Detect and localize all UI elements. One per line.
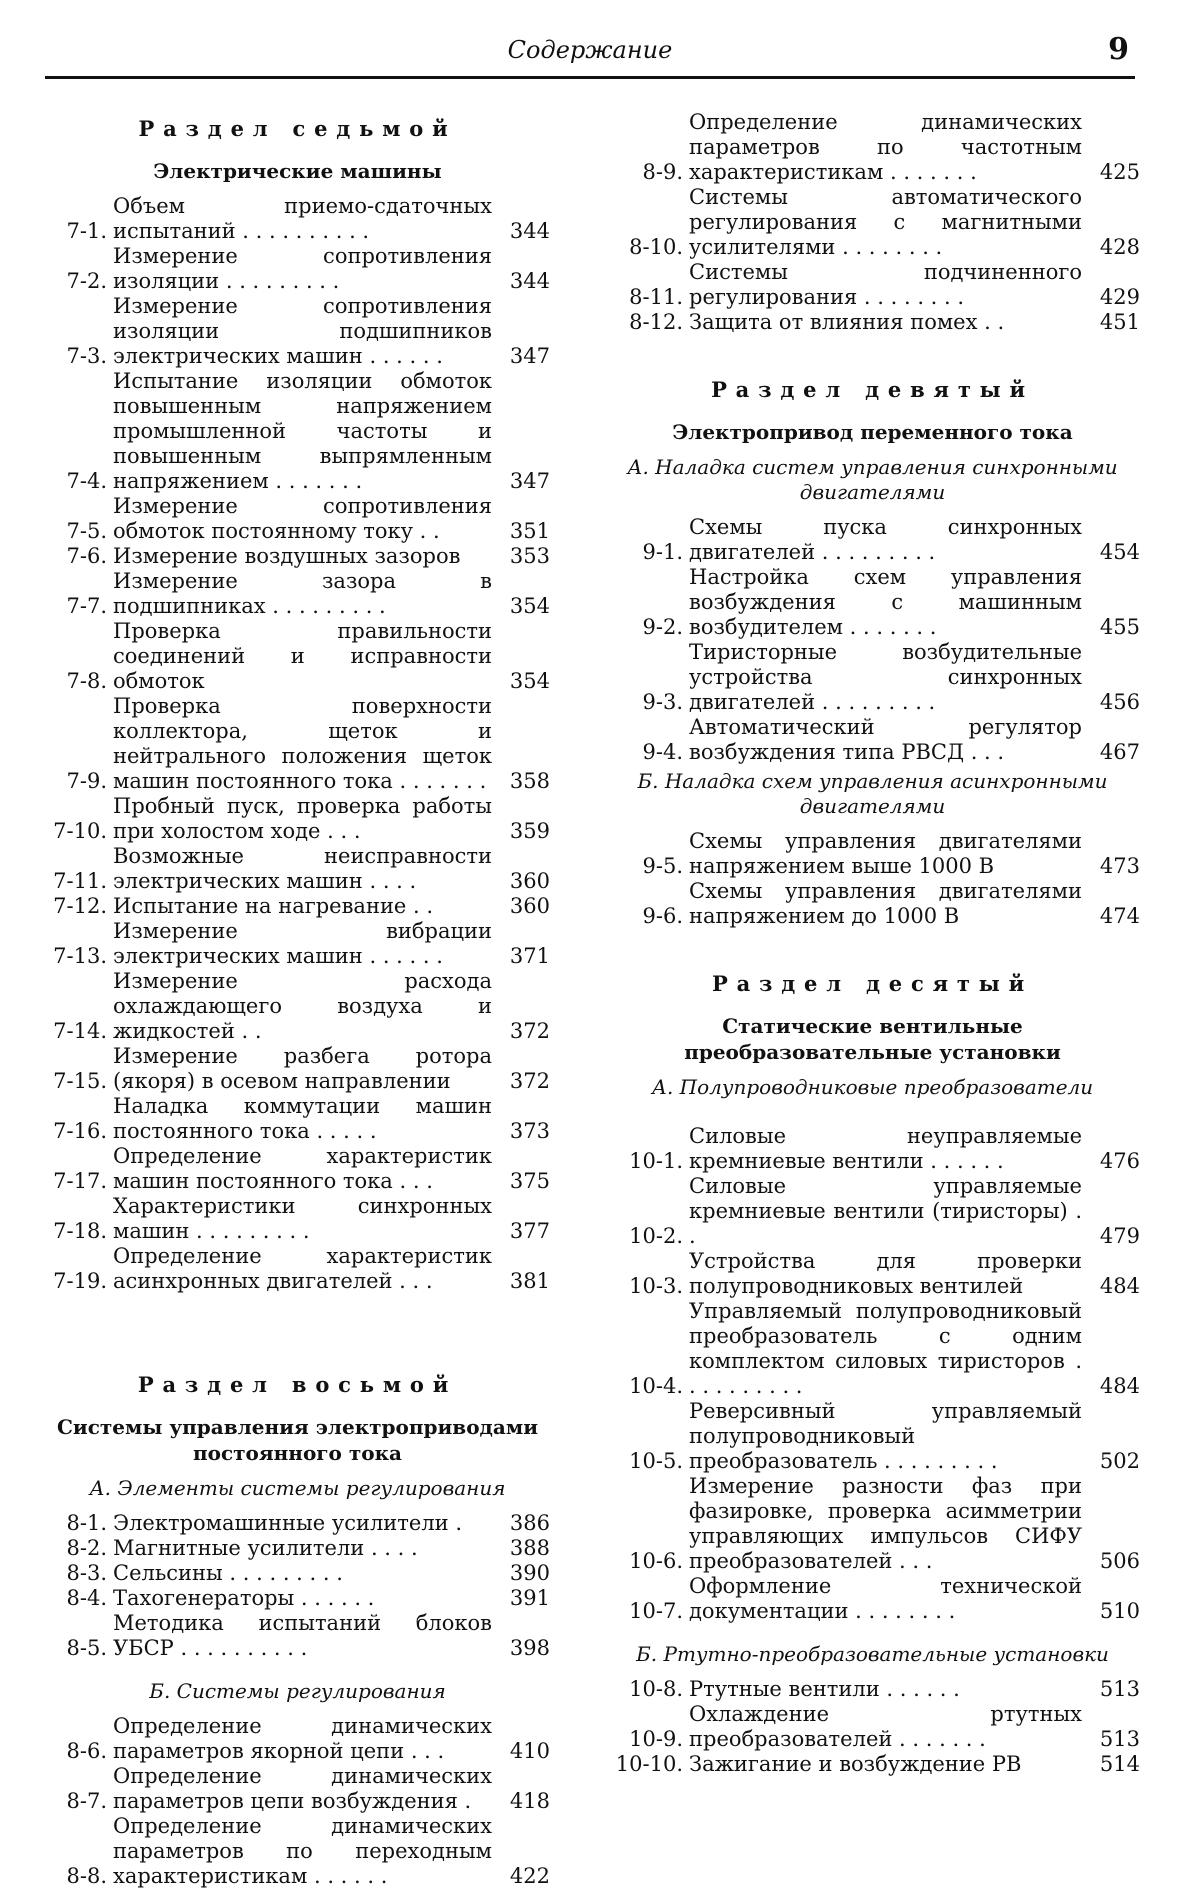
toc-entry-title: Измерение сопротивления изоляции подшипников электрических машин . . . . . .	[113, 294, 492, 368]
toc-entry-title: Тахогенераторы . . . . . .	[113, 1586, 375, 1610]
toc-entry-page: 429	[1099, 285, 1140, 309]
toc-entry-title: Системы подчиненного регулирования . . . . . . . .	[689, 260, 1082, 309]
toc-entry-page: 513	[1099, 1677, 1140, 1701]
toc-entry-title: Проверка поверхности коллектора, щеток и нейтрального положения щеток машин постоянного тока . . . . . . .	[113, 694, 492, 793]
toc-entry-title: Определение динамических параметров якорной цепи . . .	[113, 1714, 492, 1763]
toc-entry	[45, 894, 550, 919]
toc-entry-page: 422	[509, 1864, 550, 1888]
toc-entry	[605, 1752, 1140, 1777]
toc-entry	[605, 1677, 1140, 1702]
toc-entry-number: 7-18.	[53, 1219, 107, 1243]
toc-entry-number: 7-8.	[66, 669, 107, 693]
toc-entry-number: 8-4.	[66, 1586, 107, 1610]
toc-entry-number: 7-6.	[66, 544, 107, 568]
toc-entry	[605, 1702, 1140, 1752]
toc-entry-number: 7-3.	[66, 344, 107, 368]
toc-entry-number: 7-10.	[53, 819, 107, 843]
section-9-entries-a	[605, 515, 1140, 765]
toc-entry	[605, 515, 1140, 565]
toc-entry-page: 418	[509, 1789, 550, 1813]
toc-entry-title: Наладка коммутации машин постоянного тока . . . . .	[113, 1094, 492, 1143]
toc-entry-page: 372	[509, 1019, 550, 1043]
toc-entry	[605, 715, 1140, 765]
toc-entry-title: Схемы управления двигателями напряжением выше 1000 В	[689, 829, 1082, 878]
toc-entry-title: Тиристорные возбудительные устройства синхронных двигателей . . . . . . . . .	[689, 640, 1082, 714]
toc-entry-page: 377	[509, 1219, 550, 1243]
toc-entry	[605, 110, 1140, 185]
toc-entry	[45, 494, 550, 544]
toc-entry-page: 353	[509, 544, 550, 568]
toc-entry-title: Измерение сопротивления изоляции . . . . . . . . .	[113, 244, 492, 293]
toc-entry-number: 9-6.	[642, 904, 683, 928]
toc-entry-page: 344	[509, 219, 550, 243]
toc-entry-title: Охлаждение ртутных преобразователей . . . . . . .	[689, 1702, 1082, 1751]
toc-entry-page: 510	[1099, 1599, 1140, 1623]
section-7-entries	[45, 194, 550, 1294]
toc-entry-number: 10-8.	[629, 1677, 683, 1701]
toc-entry-page: 386	[509, 1511, 550, 1535]
toc-entry	[45, 919, 550, 969]
toc-entry-title: Определение характеристик машин постоянного тока . . .	[113, 1144, 492, 1193]
section-9-title: Электропривод переменного тока	[672, 420, 1073, 444]
toc-entry	[45, 619, 550, 694]
toc-entry	[605, 1399, 1140, 1474]
toc-entry-title: Настройка схем управления возбуждения с машинным возбудителем . . . . . . .	[689, 565, 1082, 639]
toc-entry	[45, 1144, 550, 1194]
toc-entry-title: Схемы управления двигателями напряжением до 1000 В	[689, 879, 1082, 928]
toc-entry-number: 10-4.	[629, 1374, 683, 1398]
section-7-label: Раздел седьмой	[138, 116, 457, 141]
toc-entry-page: 372	[509, 1069, 550, 1093]
toc-entry	[45, 1611, 550, 1661]
toc-entry-title: Зажигание и возбуждение РВ	[689, 1752, 1022, 1776]
toc-entry	[45, 569, 550, 619]
toc-entry-title: Измерение воздушных зазоров	[113, 544, 461, 568]
toc-entry-title: Испытание на нагревание . .	[113, 894, 434, 918]
toc-entry	[45, 694, 550, 794]
toc-entry-title: Электромашинные усилители .	[113, 1511, 463, 1535]
toc-entry-number: 10-7.	[629, 1599, 683, 1623]
toc-entry-number: 9-2.	[642, 615, 683, 639]
toc-entry-number: 8-9.	[642, 160, 683, 184]
toc-entry-title: Системы автоматического регулирования с магнитными усилителями . . . . . . . .	[689, 185, 1082, 259]
toc-entry	[45, 1094, 550, 1144]
toc-entry	[45, 544, 550, 569]
toc-entry-page: 398	[509, 1636, 550, 1660]
toc-entry-title: Оформление технической документации . . . . . . . .	[689, 1574, 1082, 1623]
toc-entry-page: 451	[1099, 310, 1140, 334]
toc-entry-title: Определение динамических параметров по частотным характеристикам . . . . . . .	[689, 110, 1082, 184]
toc-entry-page: 410	[509, 1739, 550, 1763]
toc-entry-number: 8-6.	[66, 1739, 107, 1763]
toc-entry	[605, 1249, 1140, 1299]
toc-entry-page: 502	[1099, 1449, 1140, 1473]
toc-entry-page: 479	[1099, 1224, 1140, 1248]
toc-entry-number: 10-1.	[629, 1149, 683, 1173]
toc-entry-number: 7-15.	[53, 1069, 107, 1093]
toc-entry-page: 476	[1099, 1149, 1140, 1173]
section-9-subtitle-a: А. Наладка систем управления синхронными двигателями	[627, 455, 1118, 504]
toc-entry	[45, 1814, 550, 1889]
toc-entry-number: 7-5.	[66, 519, 107, 543]
toc-entry	[605, 829, 1140, 879]
toc-entry	[605, 879, 1140, 929]
toc-entry-number: 7-12.	[53, 894, 107, 918]
toc-entry	[45, 969, 550, 1044]
toc-entry-number: 7-13.	[53, 944, 107, 968]
toc-entry	[605, 1174, 1140, 1249]
toc-entry-number: 8-12.	[629, 310, 683, 334]
toc-entry-number: 7-11.	[53, 869, 107, 893]
toc-entry-number: 8-2.	[66, 1536, 107, 1560]
section-9-entries-b	[605, 829, 1140, 929]
toc-entry-page: 351	[509, 519, 550, 543]
toc-entry-title: Силовые управляемые кремниевые вентили (тиристоры) . .	[689, 1174, 1082, 1248]
toc-entry-page: 513	[1099, 1727, 1140, 1751]
section-10-entries-a	[605, 1124, 1140, 1624]
section-8-subtitle-b: Б. Системы регулирования	[149, 1679, 446, 1703]
toc-entry	[45, 369, 550, 494]
section-9-label: Раздел девятый	[711, 377, 1034, 402]
toc-entry-number: 8-11.	[629, 285, 683, 309]
toc-entry-page: 375	[509, 1169, 550, 1193]
toc-entry	[45, 1714, 550, 1764]
toc-entry-number: 9-1.	[642, 540, 683, 564]
toc-entry-page: 390	[509, 1561, 550, 1585]
toc-entry-number: 7-14.	[53, 1019, 107, 1043]
toc-entry-page: 467	[1099, 740, 1140, 764]
toc-entry	[45, 1194, 550, 1244]
section-8-subtitle-a: А. Элементы системы регулирования	[89, 1476, 506, 1500]
toc-entry-title: Измерение разности фаз при фазировке, проверка асимметрии управляющих импульсов СИФУ преобразователей . . .	[689, 1474, 1082, 1573]
toc-entry	[45, 1511, 550, 1536]
toc-entry-number: 8-7.	[66, 1789, 107, 1813]
toc-entry	[45, 1561, 550, 1586]
toc-entry-number: 8-5.	[66, 1636, 107, 1660]
toc-entry-number: 7-2.	[66, 269, 107, 293]
toc-entry-page: 360	[509, 894, 550, 918]
toc-entry-page: 456	[1099, 690, 1140, 714]
toc-entry-number: 7-4.	[66, 469, 107, 493]
toc-entry	[605, 1124, 1140, 1174]
toc-entry-title: Измерение зазора в подшипниках . . . . . . . . .	[113, 569, 492, 618]
toc-entry	[45, 1044, 550, 1094]
toc-entry-title: Измерение вибрации электрических машин . . . . . .	[113, 919, 492, 968]
toc-entry-title: Испытание изоляции обмоток повышенным напряжением промышленной частоты и повышенным выпрямленным напряжением . . . . . . .	[113, 369, 492, 493]
toc-entry-number: 8-3.	[66, 1561, 107, 1585]
toc-entry	[605, 565, 1140, 640]
toc-entry-number: 7-19.	[53, 1269, 107, 1293]
toc-entry	[605, 1299, 1140, 1399]
toc-entry-number: 7-1.	[66, 219, 107, 243]
toc-entry-number: 10-3.	[629, 1274, 683, 1298]
toc-entry-title: Устройства для проверки полупроводниковых вентилей	[689, 1249, 1082, 1298]
toc-entry-number: 7-17.	[53, 1169, 107, 1193]
toc-entry	[45, 1536, 550, 1561]
toc-entry-number: 8-1.	[66, 1511, 107, 1535]
toc-entry-title: Схемы пуска синхронных двигателей . . . . . . . . .	[689, 515, 1082, 564]
toc-entry-number: 8-10.	[629, 235, 683, 259]
toc-entry-page: 373	[509, 1119, 550, 1143]
section-8-entries-a	[45, 1511, 550, 1661]
section-10-entries-b	[605, 1677, 1140, 1777]
toc-entry-page: 514	[1099, 1752, 1140, 1776]
toc-entry	[605, 1474, 1140, 1574]
section-8-label: Раздел восьмой	[137, 1372, 458, 1397]
toc-entry-page: 484	[1099, 1374, 1140, 1398]
toc-entry-title: Управляемый полупроводниковый преобразователь с одним комплектом силовых тиристоров . . . . . . . . . .	[689, 1299, 1082, 1398]
section-10-subtitle-b: Б. Ртутно-преобразовательные установки	[636, 1642, 1109, 1666]
toc-entry-number: 9-5.	[642, 854, 683, 878]
toc-entry-page: 354	[509, 594, 550, 618]
toc-entry-number: 7-9.	[66, 769, 107, 793]
toc-entry-page: 391	[509, 1586, 550, 1610]
toc-entry	[605, 640, 1140, 715]
toc-entry-page: 371	[509, 944, 550, 968]
right-column	[605, 110, 1140, 1777]
toc-entry	[605, 260, 1140, 310]
toc-entry-number: 9-3.	[642, 690, 683, 714]
toc-entry	[45, 794, 550, 844]
section-10-title: Статические вентильные преобразовательные установки	[684, 1014, 1061, 1064]
toc-entry-number: 8-8.	[66, 1864, 107, 1888]
toc-entry-page: 347	[509, 344, 550, 368]
running-head-title: Содержание	[507, 36, 673, 64]
section-10-label: Раздел десятый	[711, 971, 1034, 996]
toc-entry-title: Возможные неисправности электрических машин . . . .	[113, 844, 492, 893]
toc-entry-title: Определение динамических параметров по переходным характеристикам . . . . . .	[113, 1814, 492, 1888]
section-8-continued-entries	[605, 110, 1140, 335]
toc-entry-title: Измерение сопротивления обмоток постоянному току . .	[113, 494, 492, 543]
toc-entry-title: Характеристики синхронных машин . . . . . . . . .	[113, 1194, 492, 1243]
toc-entry-number: 9-4.	[642, 740, 683, 764]
toc-entry	[605, 1574, 1140, 1624]
toc-entry-page: 347	[509, 469, 550, 493]
toc-entry-title: Определение характеристик асинхронных двигателей . . .	[113, 1244, 492, 1293]
section-10-subtitle-a: А. Полупроводниковые преобразователи	[651, 1075, 1094, 1099]
toc-entry-page: 473	[1099, 854, 1140, 878]
toc-entry-page: 354	[509, 669, 550, 693]
toc-entry-number: 10-2.	[629, 1224, 683, 1248]
section-9-subtitle-b: Б. Наладка схем управления асинхронными двигателями	[637, 769, 1108, 818]
toc-entry-page: 454	[1099, 540, 1140, 564]
toc-entry-page: 359	[509, 819, 550, 843]
toc-entry	[605, 185, 1140, 260]
toc-entry-title: Автоматический регулятор возбуждения типа РВСД . . .	[689, 715, 1082, 764]
toc-entry-title: Объем приемо-сдаточных испытаний . . . . . . . . . .	[113, 194, 492, 243]
toc-entry-title: Сельсины . . . . . . . . .	[113, 1561, 343, 1585]
toc-entry	[45, 294, 550, 369]
section-8-title: Системы управления электроприводами постоянного тока	[56, 1415, 539, 1465]
toc-entry-page: 381	[509, 1269, 550, 1293]
toc-entry-page: 344	[509, 269, 550, 293]
toc-entry-title: Методика испытаний блоков УБСР . . . . . . . . . .	[113, 1611, 492, 1660]
toc-entry-title: Проверка правильности соединений и исправности обмоток	[113, 619, 492, 693]
toc-entry-page: 425	[1099, 160, 1140, 184]
toc-entry-number: 7-7.	[66, 594, 107, 618]
toc-entry	[605, 310, 1140, 335]
toc-entry-title: Силовые неуправляемые кремниевые вентили . . . . . .	[689, 1124, 1082, 1173]
toc-entry-title: Измерение разбега ротора (якоря) в осевом направлении	[113, 1044, 492, 1093]
toc-entry	[45, 1244, 550, 1294]
toc-entry-title: Реверсивный управляемый полупроводниковый преобразователь . . . . . . . . .	[689, 1399, 1082, 1473]
toc-entry	[45, 194, 550, 244]
toc-entry-page: 506	[1099, 1549, 1140, 1573]
toc-entry-page: 484	[1099, 1274, 1140, 1298]
toc-entry-number: 10-10.	[615, 1752, 683, 1776]
section-7-title: Электрические машины	[153, 159, 442, 183]
toc-entry-number: 10-5.	[629, 1449, 683, 1473]
toc-entry-title: Определение динамических параметров цепи возбуждения .	[113, 1764, 492, 1813]
toc-entry	[45, 244, 550, 294]
toc-entry-title: Ртутные вентили . . . . . .	[689, 1677, 960, 1701]
toc-entry-number: 10-9.	[629, 1727, 683, 1751]
page-number: 9	[1108, 32, 1129, 67]
left-column	[45, 110, 550, 1889]
toc-entry-title: Защита от влияния помех . .	[689, 310, 1005, 334]
toc-entry-title: Измерение расхода охлаждающего воздуха и жидкостей . .	[113, 969, 492, 1043]
toc-entry	[45, 1586, 550, 1611]
toc-entry-title: Магнитные усилители . . . .	[113, 1536, 418, 1560]
toc-entry-number: 10-6.	[629, 1549, 683, 1573]
toc-entry-page: 455	[1099, 615, 1140, 639]
toc-entry-page: 474	[1099, 904, 1140, 928]
toc-entry-page: 388	[509, 1536, 550, 1560]
toc-entry-number: 7-16.	[53, 1119, 107, 1143]
toc-entry	[45, 1764, 550, 1814]
toc-entry-page: 428	[1099, 235, 1140, 259]
toc-entry-title: Пробный пуск, проверка работы при холостом ходе . . .	[113, 794, 492, 843]
section-8-entries-b	[45, 1714, 550, 1889]
toc-entry-page: 360	[509, 869, 550, 893]
toc-entry	[45, 844, 550, 894]
toc-entry-page: 358	[509, 769, 550, 793]
running-head	[45, 30, 1135, 79]
